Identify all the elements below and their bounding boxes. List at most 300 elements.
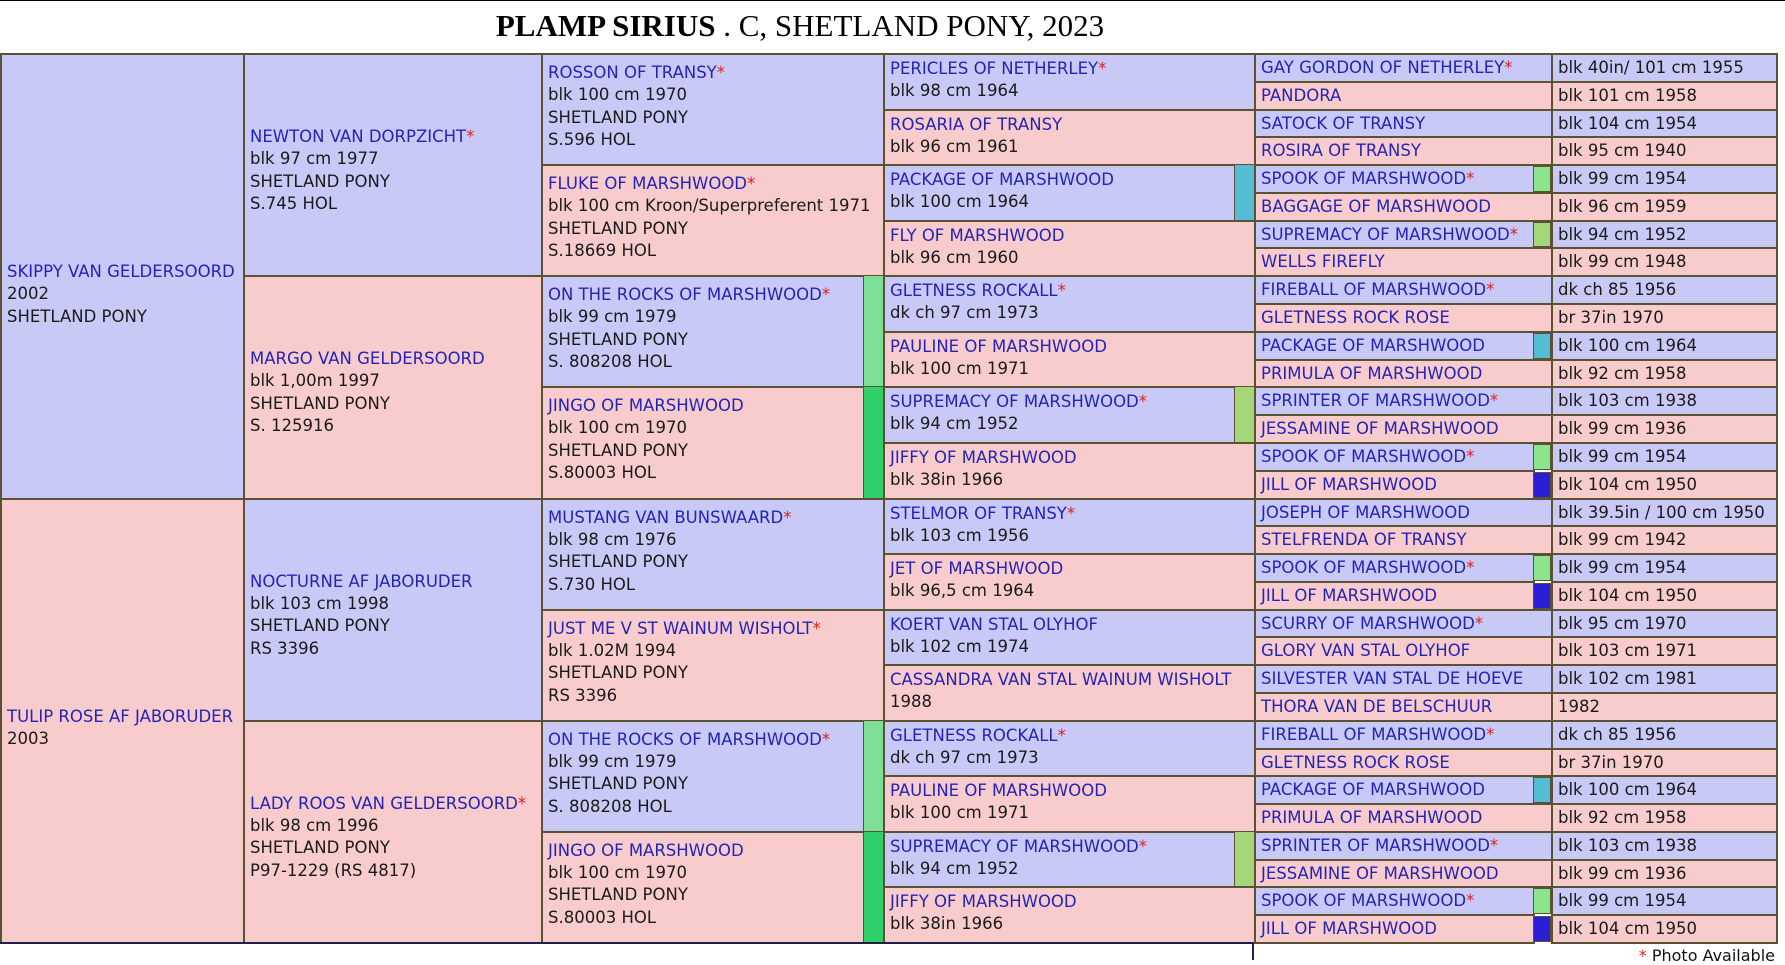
gen5-horse-24: [1254, 692, 1553, 722]
horse-name-text[interactable]: STELFRENDA OF TRANSY: [1261, 530, 1467, 550]
gen4-horse-name[interactable]: [890, 780, 1249, 802]
gen5-horse-name[interactable]: [1261, 557, 1528, 578]
photo-available-marker: *: [821, 729, 831, 749]
horse-name-text[interactable]: JET OF MARSHWOOD: [890, 559, 1064, 579]
gen4-horse-10: [883, 553, 1256, 611]
inbreeding-color-marker: [1533, 444, 1551, 470]
horse-detail-line: S.80003 HOL: [548, 907, 657, 927]
photo-legend-text: Photo Available: [1651, 946, 1775, 965]
gen5-horse-21: [1254, 609, 1553, 639]
gen5-horse-name[interactable]: [1261, 724, 1546, 745]
horse-name-text[interactable]: FLUKE OF MARSHWOOD: [548, 174, 748, 194]
horse-detail-line: blk 104 cm 1950: [1558, 474, 1697, 494]
photo-available-marker: *: [1489, 835, 1499, 855]
horse-detail-line: blk 103 cm 1938: [1558, 835, 1697, 855]
gen1-horse-name[interactable]: [7, 261, 238, 283]
horse-detail-line: blk 100 cm 1964: [1558, 335, 1697, 355]
gen5-horse-name[interactable]: [1261, 279, 1546, 300]
horse-detail-line: S.80003 HOL: [548, 463, 657, 483]
gen4-horse-name[interactable]: [890, 169, 1229, 191]
bottom-rule: [0, 942, 1252, 944]
horse-name-text[interactable]: TULIP ROSE AF JABORUDER: [7, 706, 234, 726]
photo-available-marker: *: [1138, 392, 1148, 412]
horse-name-text[interactable]: PANDORA: [1261, 85, 1342, 105]
gen5-horse-name[interactable]: [1261, 335, 1528, 356]
horse-name-text[interactable]: PACKAGE OF MARSHWOOD: [1261, 335, 1485, 355]
gen4-horse-11: [883, 609, 1256, 667]
horse-detail-line: blk 98 cm 1964: [890, 81, 1019, 100]
gen5-horse-name[interactable]: [1261, 251, 1546, 272]
gen4-horse-9: [883, 498, 1256, 556]
gen5-horse-4: [1254, 136, 1553, 166]
gen5-horse-name[interactable]: [1261, 585, 1528, 606]
gen5-horse-name[interactable]: [1261, 446, 1528, 467]
horse-detail-line: blk 92 cm 1958: [1558, 808, 1687, 828]
gen4-horse-name[interactable]: [890, 891, 1249, 913]
horse-detail-line: blk 97 cm 1977: [250, 149, 379, 169]
gen3-horse-name[interactable]: [548, 173, 878, 195]
gen5-horse-3: [1254, 109, 1553, 139]
gen4-horse-7: [883, 386, 1236, 444]
inbreeding-color-marker: [1234, 386, 1256, 444]
horse-name-text[interactable]: STELMOR OF TRANSY: [890, 503, 1067, 523]
horse-name-text[interactable]: SILVESTER VAN STAL DE HOEVE: [1261, 669, 1524, 689]
gen4-horse-2: [883, 109, 1256, 167]
horse-name-text[interactable]: SPOOK OF MARSHWOOD: [1261, 891, 1467, 911]
horse-detail-line: blk 100 cm Kroon/Superpreferent 1971: [548, 196, 871, 216]
horse-name-text[interactable]: JILL OF MARSHWOOD: [1261, 919, 1437, 939]
horse-name-text[interactable]: GLETNESS ROCKALL: [890, 725, 1058, 745]
horse-detail-line: blk 102 cm 1981: [1558, 669, 1697, 689]
gen4-horse-name[interactable]: [890, 114, 1249, 136]
gen5-horse-25: [1254, 720, 1553, 750]
horse-name-text[interactable]: NOCTURNE AF JABORUDER: [250, 571, 473, 591]
horse-detail-line: dk ch 85 1956: [1558, 280, 1677, 300]
horse-detail-line: blk 99 cm 1979: [548, 751, 677, 771]
horse-name-text[interactable]: SPRINTER OF MARSHWOOD: [1261, 835, 1490, 855]
horse-detail-line: P97-1229 (RS 4817): [250, 860, 417, 880]
gen5-horse-20: [1254, 581, 1535, 611]
photo-available-marker: *: [783, 507, 792, 527]
inbreeding-color-marker: [1533, 583, 1551, 609]
gen3-horse-name[interactable]: [548, 284, 858, 306]
horse-detail-line: blk 100 cm 1970: [548, 418, 687, 438]
inbreeding-color-marker: [1533, 166, 1551, 192]
horse-name-text[interactable]: GAY GORDON OF NETHERLEY: [1261, 58, 1505, 77]
gen5-horse-info: [1551, 247, 1778, 277]
gen5-horse-27: [1254, 775, 1535, 805]
horse-name-text[interactable]: SPOOK OF MARSHWOOD: [1261, 558, 1467, 578]
horse-detail-line: SHETLAND PONY: [250, 171, 390, 191]
horse-name-text[interactable]: GLORY VAN STAL OLYHOF: [1261, 641, 1471, 661]
gen4-horse-12: [883, 664, 1256, 722]
photo-available-marker: *: [1489, 391, 1499, 411]
gen5-horse-31: [1254, 886, 1535, 916]
horse-detail-line: blk 103 cm 1956: [890, 525, 1029, 545]
gen5-horse-info: [1551, 553, 1778, 583]
inbreeding-color-marker: [1234, 164, 1256, 222]
gen5-horse-name[interactable]: [1261, 224, 1528, 245]
gen5-horse-info: [1551, 775, 1778, 805]
gen2-horse-3: [243, 498, 543, 722]
gen5-horse-17: [1254, 498, 1553, 528]
gen5-horse-info: [1551, 220, 1778, 250]
gen5-horse-8: [1254, 247, 1553, 277]
horse-detail-line: blk 39.5in / 100 cm 1950: [1558, 502, 1765, 522]
gen5-horse-info: [1551, 136, 1778, 166]
photo-available-marker: *: [1509, 224, 1519, 244]
gen3-horse-name[interactable]: [548, 507, 878, 529]
gen1-horse-1: [0, 53, 245, 500]
gen4-horse-name[interactable]: [890, 391, 1229, 413]
photo-available-marker: *: [1057, 281, 1066, 301]
gen5-horse-info: [1551, 664, 1778, 694]
gen4-horse-name[interactable]: [890, 836, 1229, 858]
horse-name-text[interactable]: WELLS FIREFLY: [1261, 252, 1385, 272]
gen4-horse-3: [883, 164, 1236, 222]
horse-name-text[interactable]: FIREBALL OF MARSHWOOD: [1261, 280, 1487, 300]
gen3-horse-7: [541, 720, 865, 833]
footer-divider: [1252, 942, 1254, 960]
horse-detail-line: blk 38in 1966: [890, 914, 1004, 934]
horse-detail-line: SHETLAND PONY: [548, 552, 688, 571]
gen5-horse-info: [1551, 275, 1778, 305]
photo-available-marker: *: [1486, 724, 1495, 744]
gen5-horse-name[interactable]: [1261, 140, 1546, 161]
gen4-horse-4: [883, 220, 1256, 278]
gen5-horse-10: [1254, 303, 1553, 333]
gen3-horse-name[interactable]: [548, 618, 878, 640]
gen5-horse-name[interactable]: [1261, 390, 1546, 411]
horse-name-text[interactable]: JINGO OF MARSHWOOD: [548, 840, 744, 860]
horse-detail-line: blk 100 cm 1964: [1558, 780, 1697, 800]
horse-name-text[interactable]: SUPREMACY OF MARSHWOOD: [890, 392, 1139, 412]
horse-detail-line: blk 99 cm 1954: [1558, 891, 1687, 911]
gen5-horse-1: [1254, 53, 1553, 83]
gen5-horse-name[interactable]: [1261, 57, 1546, 78]
horse-detail-line: blk 104 cm 1954: [1558, 113, 1697, 133]
gen5-horse-name[interactable]: [1261, 890, 1528, 911]
gen5-horse-name[interactable]: [1261, 807, 1546, 828]
horse-detail-line: blk 98 cm 1976: [548, 529, 677, 549]
gen4-horse-14: [883, 775, 1256, 833]
horse-name-text[interactable]: JESSAMINE OF MARSHWOOD: [1261, 863, 1499, 883]
horse-detail-line: SHETLAND PONY: [7, 306, 147, 326]
gen5-horse-29: [1254, 831, 1553, 861]
horse-name-text[interactable]: BAGGAGE OF MARSHWOOD: [1261, 196, 1491, 216]
inbreeding-color-marker: [1533, 222, 1551, 248]
gen5-horse-info: [1551, 803, 1778, 833]
gen3-horse-6: [541, 609, 885, 722]
horse-name-text[interactable]: SPOOK OF MARSHWOOD: [1261, 446, 1467, 466]
photo-available-marker: *: [812, 618, 821, 638]
horse-detail-line: RS 3396: [250, 638, 320, 658]
horse-detail-line: S. 808208 HOL: [548, 796, 672, 816]
horse-name-text[interactable]: JUST ME V ST WAINUM WISHOLT: [548, 618, 813, 638]
horse-detail-line: 2002: [7, 284, 49, 304]
horse-name: PLAMP SIRIUS: [495, 8, 716, 43]
gen4-horse-name[interactable]: [890, 614, 1249, 636]
photo-legend-asterisk: *: [1638, 946, 1647, 965]
horse-detail-line: blk 103 cm 1998: [250, 593, 389, 613]
gen5-horse-2: [1254, 81, 1553, 111]
horse-name-text[interactable]: PAULINE OF MARSHWOOD: [890, 336, 1107, 356]
horse-detail-line: blk 101 cm 1958: [1558, 85, 1697, 105]
horse-name-text[interactable]: ROSARIA OF TRANSY: [890, 114, 1063, 134]
horse-detail-line: blk 96 cm 1959: [1558, 196, 1687, 216]
gen5-horse-info: [1551, 53, 1778, 83]
inbreeding-color-marker: [1533, 888, 1551, 914]
gen5-horse-9: [1254, 275, 1553, 305]
horse-detail-line: blk 96 cm 1961: [890, 136, 1019, 156]
horse-name-text[interactable]: SKIPPY VAN GELDERSOORD: [7, 262, 235, 282]
gen5-horse-info: [1551, 581, 1778, 611]
inbreeding-color-marker: [1533, 333, 1551, 359]
gen5-horse-info: [1551, 359, 1778, 389]
gen4-horse-1: [883, 53, 1256, 111]
gen5-horse-info: [1551, 414, 1778, 444]
photo-legend: [1639, 946, 1775, 965]
gen2-horse-4: [243, 720, 543, 944]
photo-available-marker: *: [1474, 613, 1484, 633]
horse-detail-line: br 37in 1970: [1558, 308, 1664, 328]
gen5-horse-info: [1551, 81, 1778, 111]
photo-available-marker: *: [747, 174, 756, 194]
horse-name-text[interactable]: PAULINE OF MARSHWOOD: [890, 781, 1107, 801]
gen4-horse-name[interactable]: [890, 503, 1249, 525]
horse-name-text[interactable]: NEWTON VAN DORPZICHT: [250, 127, 467, 147]
gen4-horse-name[interactable]: [890, 725, 1249, 747]
gen5-horse-info: [1551, 303, 1778, 333]
gen2-horse-name[interactable]: [250, 793, 536, 815]
horse-name-text[interactable]: LADY ROOS VAN GELDERSOORD: [250, 793, 518, 813]
gen5-horse-32: [1254, 914, 1535, 944]
horse-detail-line: SHETLAND PONY: [548, 440, 688, 460]
photo-available-marker: *: [1066, 503, 1076, 523]
gen5-horse-name[interactable]: [1261, 696, 1546, 717]
horse-detail-line: blk 95 cm 1940: [1558, 141, 1687, 161]
gen3-horse-1: [541, 53, 885, 166]
horse-detail-line: blk 99 cm 1948: [1558, 252, 1687, 272]
horse-detail-line: S.730 HOL: [548, 574, 636, 594]
horse-name-text[interactable]: PRIMULA OF MARSHWOOD: [1261, 808, 1483, 828]
gen5-horse-name[interactable]: [1261, 85, 1546, 106]
horse-detail-line: blk 102 cm 1974: [890, 636, 1029, 656]
horse-name-text[interactable]: SPRINTER OF MARSHWOOD: [1261, 391, 1490, 411]
horse-name-text[interactable]: SATOCK OF TRANSY: [1261, 113, 1426, 133]
gen5-horse-name[interactable]: [1261, 752, 1546, 773]
gen4-horse-name[interactable]: [890, 336, 1249, 358]
horse-detail-line: RS 3396: [548, 685, 618, 705]
gen3-horse-name[interactable]: [548, 395, 858, 417]
gen5-horse-30: [1254, 859, 1553, 889]
photo-available-marker: *: [1057, 725, 1066, 745]
gen4-horse-8: [883, 442, 1256, 500]
horse-detail-line: blk 98 cm 1996: [250, 815, 379, 835]
gen5-horse-16: [1254, 470, 1535, 500]
horse-name-text[interactable]: FIREBALL OF MARSHWOOD: [1261, 724, 1487, 744]
horse-detail-line: 2003: [7, 728, 49, 748]
gen3-horse-name[interactable]: [548, 62, 878, 84]
gen5-horse-name[interactable]: [1261, 502, 1546, 523]
horse-detail-line: blk 100 cm 1964: [890, 192, 1029, 212]
horse-name-text[interactable]: ROSIRA OF TRANSY: [1261, 141, 1421, 161]
gen5-horse-info: [1551, 609, 1778, 639]
gen5-horse-info: [1551, 525, 1778, 555]
gen5-horse-info: [1551, 442, 1778, 472]
horse-detail-line: blk 99 cm 1936: [1558, 419, 1687, 439]
gen4-horse-name[interactable]: [890, 58, 1249, 80]
horse-name-text[interactable]: JOSEPH OF MARSHWOOD: [1261, 502, 1470, 522]
horse-detail-line: SHETLAND PONY: [548, 663, 688, 683]
horse-name-text[interactable]: JILL OF MARSHWOOD: [1261, 585, 1437, 605]
gen5-horse-name[interactable]: [1261, 613, 1546, 634]
gen5-horse-name[interactable]: [1261, 779, 1528, 800]
photo-available-marker: *: [1504, 58, 1513, 77]
gen5-horse-name[interactable]: [1261, 418, 1546, 439]
gen5-horse-info: [1551, 859, 1778, 889]
horse-name-text[interactable]: ON THE ROCKS OF MARSHWOOD: [548, 729, 822, 749]
horse-name-text[interactable]: JIFFY OF MARSHWOOD: [890, 447, 1077, 467]
horse-name-text[interactable]: ROSSON OF TRANSY: [548, 63, 717, 82]
gen2-horse-name[interactable]: [250, 571, 536, 593]
horse-detail-line: dk ch 97 cm 1973: [890, 303, 1039, 323]
horse-name-text[interactable]: CASSANDRA VAN STAL WAINUM WISHOLT: [890, 670, 1232, 690]
gen5-horse-name[interactable]: [1261, 668, 1546, 689]
gen5-horse-info: [1551, 498, 1778, 528]
horse-detail-line: blk 95 cm 1970: [1558, 613, 1687, 633]
horse-name-text[interactable]: PRIMULA OF MARSHWOOD: [1261, 363, 1483, 383]
gen5-horse-name[interactable]: [1261, 113, 1546, 134]
horse-name-text[interactable]: GLETNESS ROCK ROSE: [1261, 752, 1450, 772]
inbreeding-color-marker: [1533, 472, 1551, 498]
horse-detail-line: blk 94 cm 1952: [890, 414, 1019, 434]
top-rule: [0, 0, 1785, 1]
gen5-horse-info: [1551, 914, 1778, 944]
gen5-horse-13: [1254, 386, 1553, 416]
gen2-horse-name[interactable]: [250, 348, 536, 370]
horse-detail-line: S. 808208 HOL: [548, 352, 672, 372]
horse-name-text[interactable]: JESSAMINE OF MARSHWOOD: [1261, 419, 1499, 439]
horse-detail-line: blk 100 cm 1971: [890, 803, 1029, 823]
gen3-horse-name[interactable]: [548, 840, 858, 862]
horse-detail-line: br 37in 1970: [1558, 752, 1664, 772]
horse-detail-line: blk 38in 1966: [890, 469, 1004, 489]
photo-available-marker: *: [517, 793, 527, 813]
horse-name-text[interactable]: MUSTANG VAN BUNSWAARD: [548, 507, 784, 527]
photo-available-marker: *: [1466, 558, 1475, 578]
gen5-horse-18: [1254, 525, 1553, 555]
horse-name-text[interactable]: THORA VAN DE BELSCHUUR: [1261, 696, 1493, 716]
horse-detail-line: blk 1,00m 1997: [250, 371, 380, 391]
horse-name-text[interactable]: GLETNESS ROCK ROSE: [1261, 308, 1450, 328]
photo-available-marker: *: [1466, 446, 1475, 466]
gen3-horse-8: [541, 831, 865, 944]
gen5-horse-name[interactable]: [1261, 863, 1546, 884]
horse-detail-line: S.596 HOL: [548, 130, 636, 149]
horse-detail-line: blk 99 cm 1942: [1558, 530, 1687, 550]
gen5-horse-info: [1551, 164, 1778, 194]
gen4-horse-name[interactable]: [890, 280, 1249, 302]
horse-detail-line: 1982: [1558, 696, 1600, 716]
gen2-horse-name[interactable]: [250, 126, 536, 148]
inbreeding-color-marker: [1234, 831, 1256, 889]
horse-name-text[interactable]: JINGO OF MARSHWOOD: [548, 396, 744, 416]
page-title: [0, 8, 1600, 44]
inbreeding-color-marker: [1533, 555, 1551, 581]
photo-available-marker: *: [716, 63, 726, 82]
gen5-horse-28: [1254, 803, 1553, 833]
horse-name-text[interactable]: FLY OF MARSHWOOD: [890, 225, 1065, 245]
gen4-horse-name[interactable]: [890, 447, 1249, 469]
gen3-horse-name[interactable]: [548, 729, 858, 751]
horse-detail-line: blk 94 cm 1952: [1558, 224, 1687, 244]
horse-detail-line: blk 1.02M 1994: [548, 640, 677, 660]
gen4-horse-5: [883, 275, 1256, 333]
gen5-horse-info: [1551, 386, 1778, 416]
horse-detail-line: SHETLAND PONY: [548, 885, 688, 905]
gen5-horse-name[interactable]: [1261, 640, 1546, 661]
horse-name-text[interactable]: SUPREMACY OF MARSHWOOD: [890, 836, 1139, 856]
gen5-horse-name[interactable]: [1261, 529, 1546, 550]
horse-detail-line: SHETLAND PONY: [250, 616, 390, 636]
gen5-horse-name[interactable]: [1261, 835, 1546, 856]
photo-available-marker: *: [1486, 280, 1495, 300]
horse-name-text[interactable]: SCURRY OF MARSHWOOD: [1261, 613, 1475, 633]
gen5-horse-name[interactable]: [1261, 307, 1546, 328]
gen4-horse-15: [883, 831, 1236, 889]
horse-name-text[interactable]: PACKAGE OF MARSHWOOD: [1261, 780, 1485, 800]
inbreeding-color-marker: [1533, 916, 1551, 942]
horse-detail-line: blk 103 cm 1938: [1558, 391, 1697, 411]
gen5-horse-19: [1254, 553, 1535, 583]
gen4-horse-name[interactable]: [890, 225, 1249, 247]
photo-available-marker: *: [1466, 169, 1475, 189]
photo-available-marker: *: [1098, 59, 1107, 78]
horse-name-text[interactable]: ON THE ROCKS OF MARSHWOOD: [548, 285, 822, 305]
horse-name-text[interactable]: GLETNESS ROCKALL: [890, 281, 1058, 301]
gen5-horse-info: [1551, 192, 1778, 222]
horse-name-text[interactable]: SPOOK OF MARSHWOOD: [1261, 169, 1467, 189]
horse-name-text[interactable]: PACKAGE OF MARSHWOOD: [890, 170, 1114, 190]
gen5-horse-name[interactable]: [1261, 918, 1528, 939]
gen5-horse-name[interactable]: [1261, 474, 1528, 495]
gen4-horse-name[interactable]: [890, 558, 1249, 580]
horse-name-text[interactable]: SUPREMACY OF MARSHWOOD: [1261, 224, 1510, 244]
gen5-horse-info: [1551, 886, 1778, 916]
horse-name-text[interactable]: KOERT VAN STAL OLYHOF: [890, 614, 1098, 634]
gen5-horse-name[interactable]: [1261, 168, 1528, 189]
gen5-horse-5: [1254, 164, 1535, 194]
horse-detail-line: blk 104 cm 1950: [1558, 919, 1697, 939]
gen5-horse-name[interactable]: [1261, 196, 1546, 217]
horse-name-text[interactable]: PERICLES OF NETHERLEY: [890, 59, 1099, 78]
horse-detail-line: S.18669 HOL: [548, 241, 657, 261]
horse-detail-line: blk 40in/ 101 cm 1955: [1558, 58, 1744, 77]
gen4-horse-name[interactable]: [890, 669, 1249, 691]
horse-name-text[interactable]: JILL OF MARSHWOOD: [1261, 474, 1437, 494]
photo-available-marker: *: [821, 285, 831, 305]
horse-detail-line: blk 92 cm 1958: [1558, 363, 1687, 383]
gen1-horse-name[interactable]: [7, 706, 238, 728]
gen5-horse-26: [1254, 748, 1553, 778]
horse-name-text[interactable]: MARGO VAN GELDERSOORD: [250, 349, 485, 369]
gen5-horse-23: [1254, 664, 1553, 694]
gen5-horse-name[interactable]: [1261, 363, 1546, 384]
horse-detail-line: 1988: [890, 692, 932, 712]
gen3-horse-5: [541, 498, 885, 611]
horse-name-text[interactable]: JIFFY OF MARSHWOOD: [890, 892, 1077, 912]
